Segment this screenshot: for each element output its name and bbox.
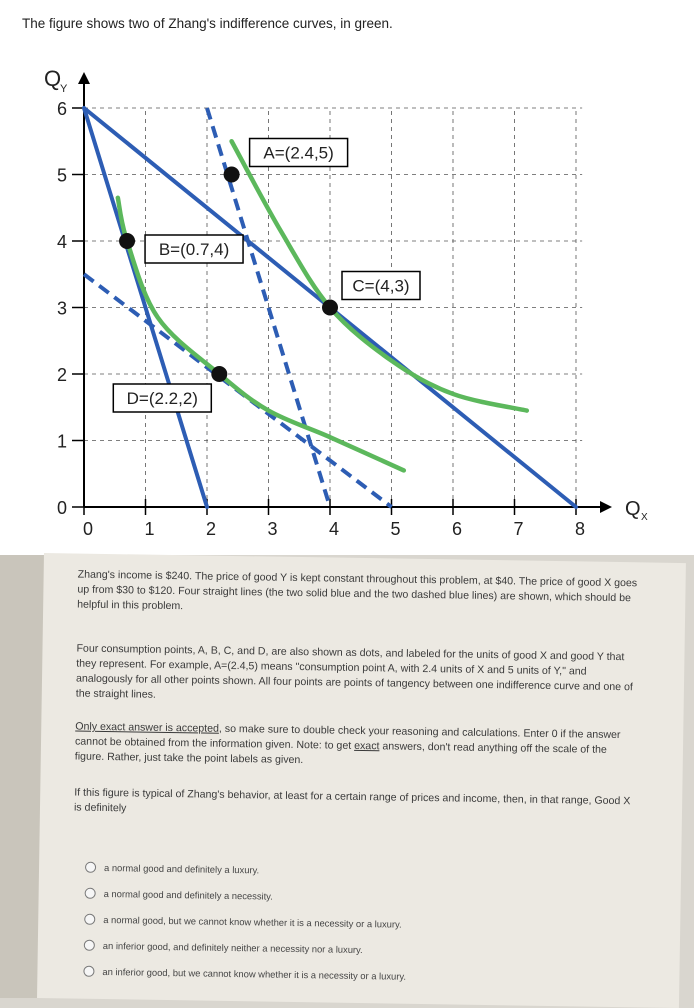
x-tick-label: 2 — [205, 519, 217, 539]
y-axis-label-subscript: Y — [60, 83, 68, 95]
radio-button[interactable] — [85, 887, 96, 898]
points-paragraph: Four consumption points, A, B, C, and D, are also shown as dots, and labeled for the units of good X and good Y that they represent. For example, A=(2.4,5) means "consumption point A, with 2.4 units of X and 5 units of Y," and analogously for all other points shown. All four points are points of tangency between one indifference curve and one of the straight lines. — [75, 642, 633, 701]
y-tick-label: 4 — [56, 232, 68, 252]
x-tick-label: 7 — [513, 519, 524, 539]
y-axis-label: Q — [44, 66, 62, 91]
question-panel — [37, 553, 686, 1008]
radio-button[interactable] — [84, 913, 95, 924]
point-c — [322, 300, 338, 316]
y-tick-label: 3 — [56, 298, 68, 319]
y-tick-label: 6 — [56, 99, 68, 119]
x-tick-label: 4 — [328, 519, 340, 539]
point-d — [211, 366, 227, 382]
x-tick-label: 0 — [82, 519, 94, 539]
x-tick-label: 6 — [451, 519, 463, 539]
x-axis-label-subscript: X — [641, 512, 648, 523]
answer-options — [83, 854, 625, 992]
y-tick-label: 2 — [56, 365, 68, 385]
x-tick-label: 5 — [390, 519, 401, 539]
radio-button[interactable] — [83, 965, 94, 976]
answer-option[interactable]: an inferior good, but we cannot know whether it is a necessity or a luxury. — [83, 958, 623, 992]
point-label-a: A=(2.4,5) — [263, 143, 334, 163]
y-axis-arrow — [78, 72, 90, 84]
point-b — [119, 233, 135, 249]
y-tick-label: 1 — [56, 431, 68, 452]
answer-option[interactable]: a normal good, but we cannot know whether it is a necessity or a luxury. — [84, 906, 624, 940]
income-paragraph: Zhang's income is $240. The price of good Y is kept constant throughout this problem, at $40. The price of good X goes up from $30 to $120. Four straight lines (the two solid blue and the two dashed blue lines) are shown, which should be helpful in this problem. — [77, 568, 638, 613]
radio-button[interactable] — [85, 861, 96, 872]
question-title: The figure shows two of Zhang's indifference curves, in green. — [22, 16, 393, 31]
radio-button[interactable] — [84, 939, 95, 950]
instructions-paragraph: Only exact answer is accepted, so make sure to double check your reasoning and calculations. Enter 0 if the answer cannot be obtained from the information given. Note: to get exact answers, don't read anything off the scale of the figure. Rather, just take the point labels as given. — [74, 720, 621, 767]
x-tick-label: 1 — [144, 519, 155, 539]
point-label-c: C=(4,3) — [352, 276, 410, 296]
x-axis-label: Q — [625, 498, 641, 520]
point-label-b: B=(0.7,4) — [158, 240, 230, 259]
x-tick-label: 8 — [574, 519, 586, 539]
indifference-curve-chart — [0, 50, 694, 555]
y-tick-label: 0 — [56, 498, 68, 518]
x-axis-arrow — [600, 501, 612, 513]
question-prompt: If this figure is typical of Zhang's behavior, at least for a certain range of prices and income, then, in that range, Good X is definitely — [73, 786, 631, 815]
answer-option[interactable]: an inferior good, and definitely neither a necessity nor a luxury. — [84, 932, 624, 966]
answer-option[interactable]: a normal good and definitely a necessity. — [84, 880, 624, 914]
point-a — [224, 167, 240, 183]
exact-answer-note: Only exact answer is accepted — [75, 720, 220, 735]
answer-option[interactable]: a normal good and definitely a luxury. — [85, 854, 625, 888]
point-label-d: D=(2.2,2) — [126, 389, 198, 408]
y-tick-label: 5 — [56, 165, 68, 186]
x-tick-label: 3 — [267, 519, 278, 539]
